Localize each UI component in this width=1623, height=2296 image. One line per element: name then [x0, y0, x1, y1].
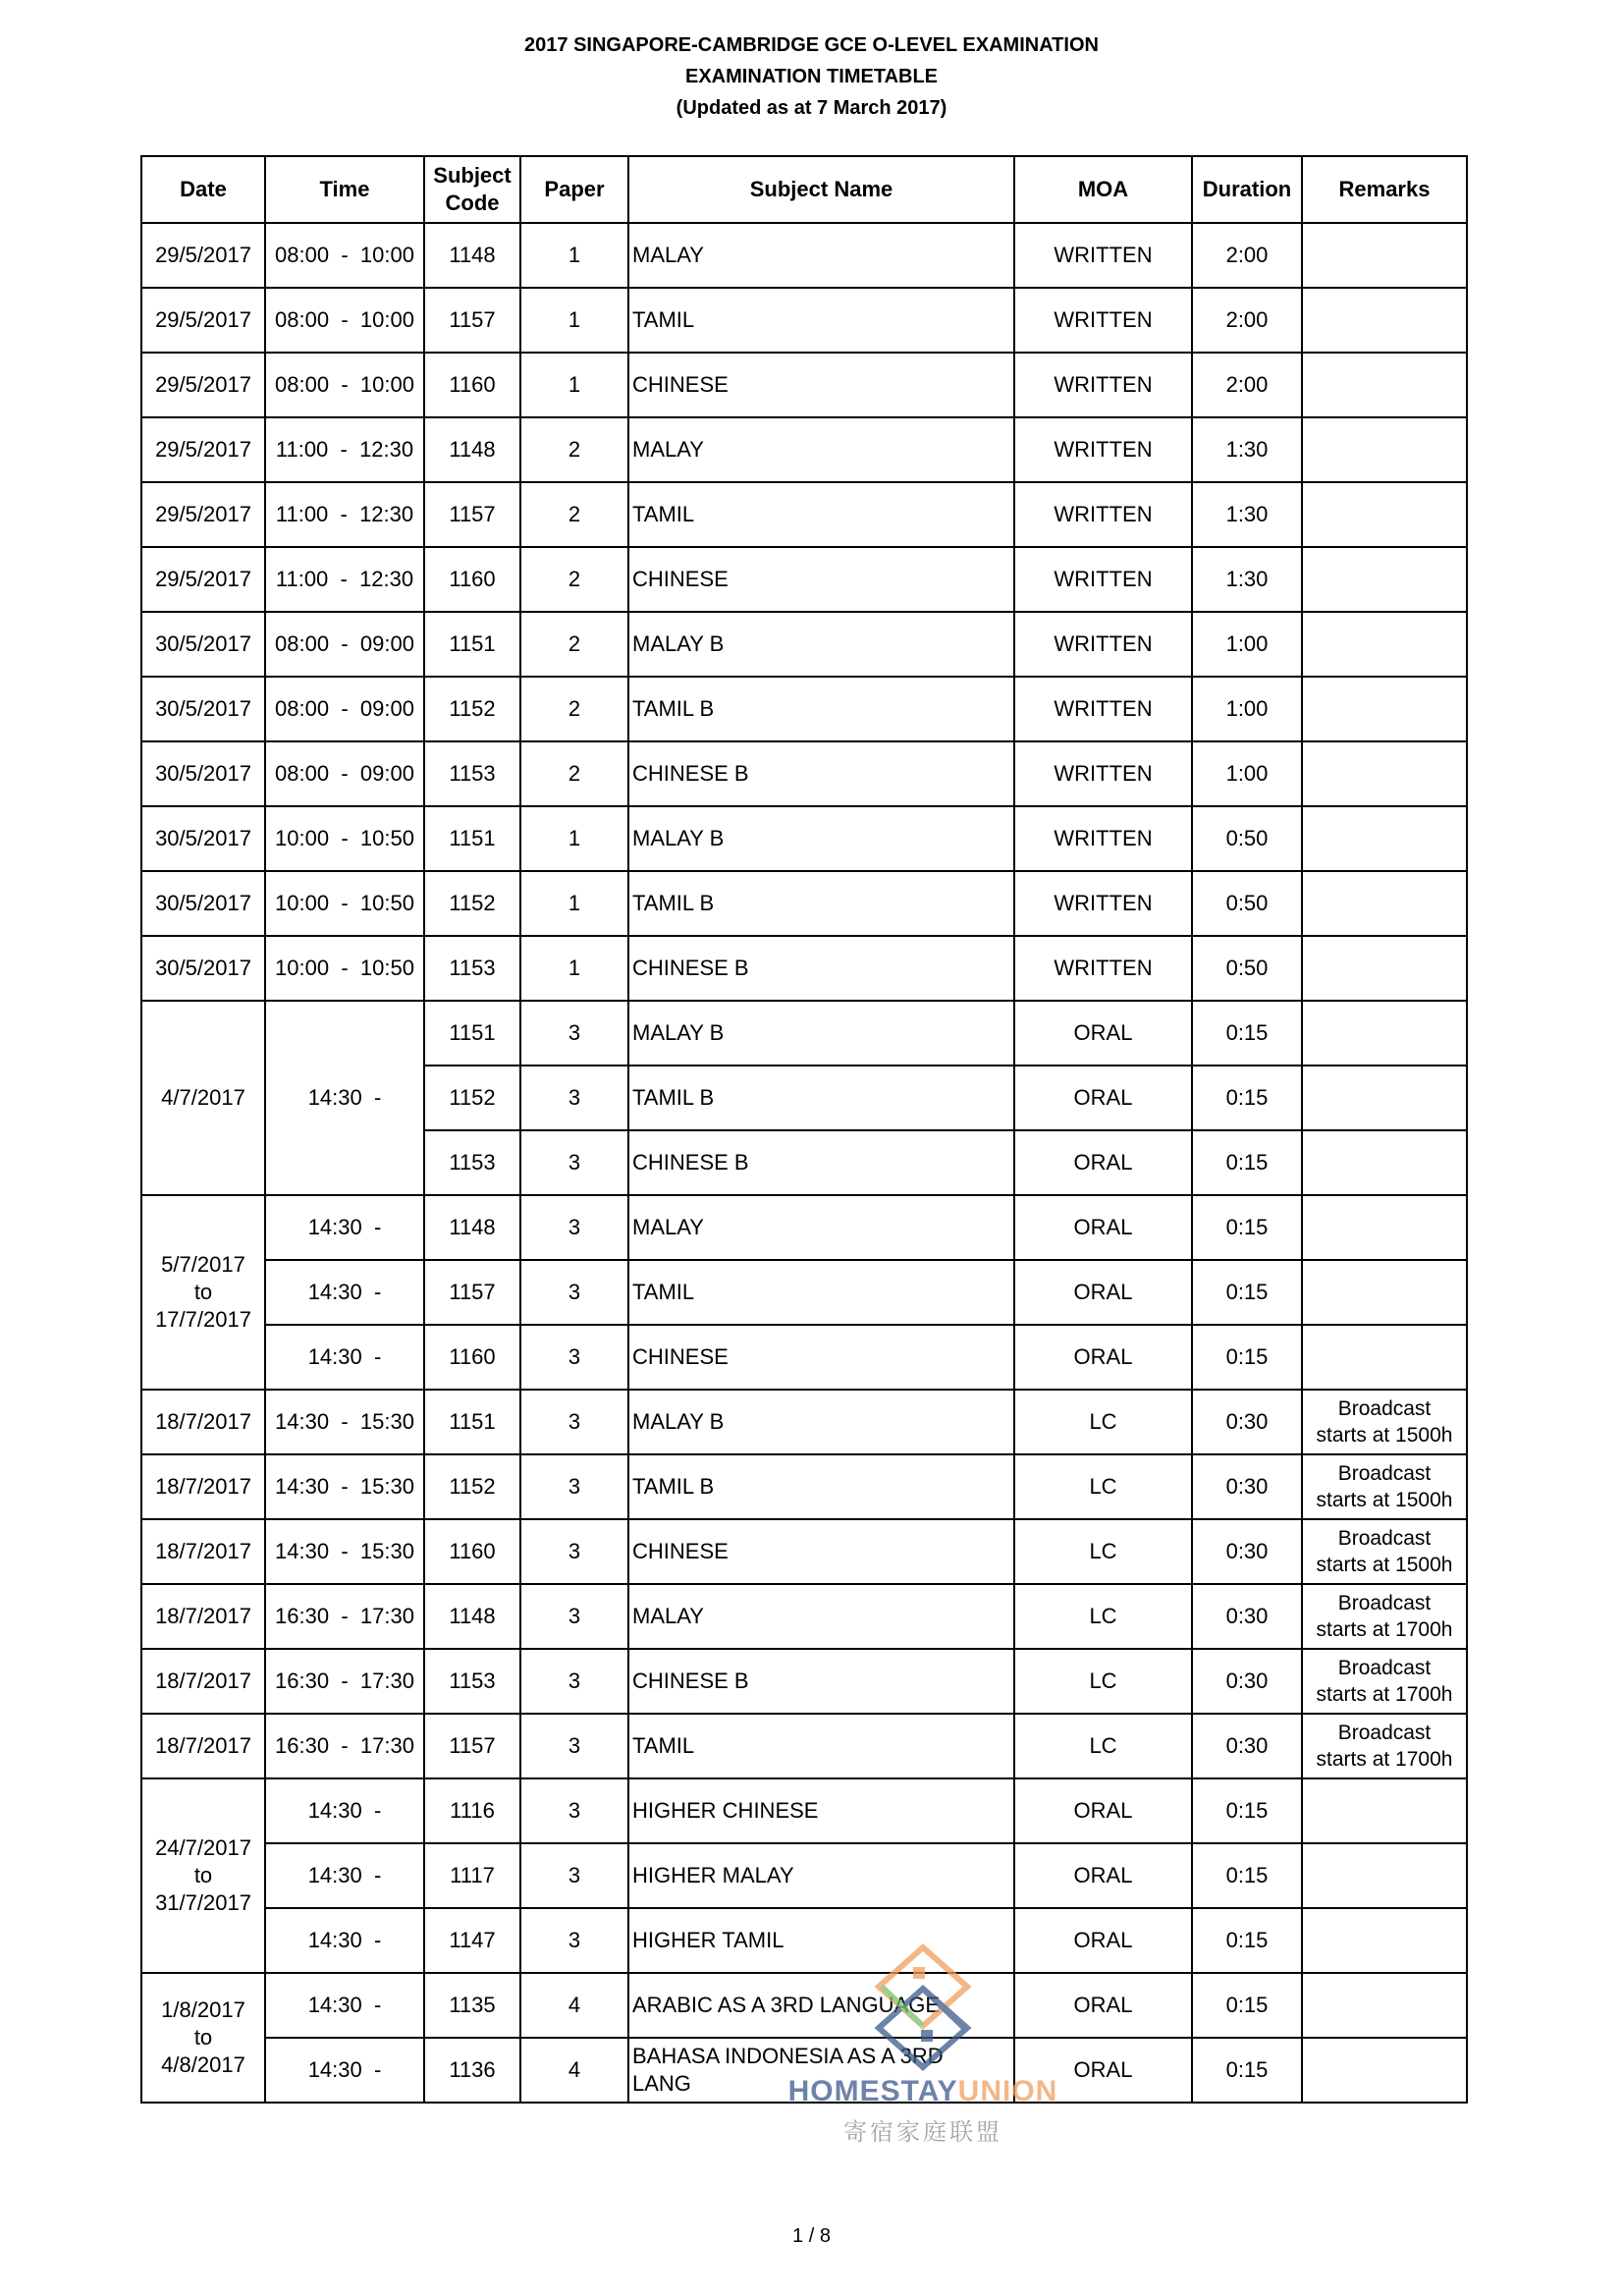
col-remarks: Remarks	[1302, 156, 1467, 223]
cell-remarks	[1302, 353, 1467, 417]
cell-subject-code: 1148	[424, 417, 520, 482]
col-code-line2: Code	[445, 191, 500, 215]
header-subtitle: EXAMINATION TIMETABLE	[684, 66, 939, 87]
cell-subject-code: 1160	[424, 1519, 520, 1584]
cell-subject-code: 1153	[424, 1649, 520, 1714]
cell-date: 18/7/2017	[141, 1649, 265, 1714]
cell-subject-name: CHINESE	[628, 1325, 1014, 1390]
cell-subject-name: HIGHER TAMIL	[628, 1908, 1014, 1973]
cell-remarks	[1302, 482, 1467, 547]
cell-remarks	[1302, 936, 1467, 1001]
cell-time: 08:00 - 10:00	[265, 223, 424, 288]
cell-duration: 2:00	[1192, 353, 1302, 417]
cell-paper: 2	[520, 417, 628, 482]
watermark-text-a: HOMESTAY	[787, 2075, 958, 2107]
cell-remarks	[1302, 1908, 1467, 1973]
cell-date: 29/5/2017	[141, 482, 265, 547]
cell-subject-name: TAMIL	[628, 1714, 1014, 1778]
cell-time: 16:30 - 17:30	[265, 1714, 424, 1778]
cell-duration: 0:15	[1192, 1973, 1302, 2038]
cell-duration: 0:30	[1192, 1390, 1302, 1454]
cell-remarks	[1302, 547, 1467, 612]
cell-subject-code: 1148	[424, 1584, 520, 1649]
cell-line: Broadcast	[1337, 1527, 1432, 1550]
cell-subject-code: 1152	[424, 1066, 520, 1130]
cell-line: to	[193, 1280, 213, 1304]
cell-line: 5/7/2017	[161, 1252, 245, 1277]
cell-moa: WRITTEN	[1014, 612, 1192, 677]
cell-subject-name: ARABIC AS A 3RD LANGUAGE	[628, 1973, 1014, 2038]
cell-moa: LC	[1014, 1390, 1192, 1454]
cell-remarks	[1302, 1260, 1467, 1325]
cell-subject-name: HIGHER CHINESE	[628, 1778, 1014, 1843]
cell-subject-name	[628, 2038, 1014, 2103]
cell-duration: 0:30	[1192, 1519, 1302, 1584]
cell-date: 29/5/2017	[141, 288, 265, 353]
cell-time: 14:30 -	[265, 1973, 424, 2038]
table-row	[141, 223, 1467, 288]
cell-date: 29/5/2017	[141, 417, 265, 482]
cell-remarks	[1302, 677, 1467, 741]
cell-date: 30/5/2017	[141, 936, 265, 1001]
cell-time: 14:30 -	[265, 1778, 424, 1843]
table-row	[141, 1973, 1467, 2038]
cell-time: 14:30 -	[265, 1908, 424, 1973]
table-row	[141, 1325, 1467, 1390]
cell-remarks	[1302, 806, 1467, 871]
cell-date: 18/7/2017	[141, 1714, 265, 1778]
col-subject-code	[424, 156, 520, 223]
cell-remarks	[1302, 1066, 1467, 1130]
cell-subject-code: 1151	[424, 1001, 520, 1066]
cell-line: starts at 1500h	[1316, 1424, 1453, 1447]
cell-date: 30/5/2017	[141, 612, 265, 677]
cell-subject-name: TAMIL B	[628, 871, 1014, 936]
cell-line: starts at 1500h	[1316, 1489, 1453, 1511]
cell-line: BAHASA INDONESIA AS A 3RD	[632, 2044, 944, 2068]
cell-remarks	[1302, 1454, 1467, 1519]
cell-time: 14:30 -	[265, 1195, 424, 1260]
cell-duration: 1:30	[1192, 547, 1302, 612]
cell-line: 4/8/2017	[161, 2052, 245, 2077]
cell-subject-code: 1148	[424, 1195, 520, 1260]
table-row	[141, 1908, 1467, 1973]
cell-remarks	[1302, 417, 1467, 482]
cell-subject-code: 1152	[424, 1454, 520, 1519]
cell-paper: 3	[520, 1778, 628, 1843]
cell-line: starts at 1500h	[1316, 1554, 1453, 1576]
cell-duration: 0:50	[1192, 871, 1302, 936]
cell-date: 18/7/2017	[141, 1454, 265, 1519]
cell-date: 18/7/2017	[141, 1390, 265, 1454]
cell-subject-name: TAMIL	[628, 482, 1014, 547]
cell-time: 10:00 - 10:50	[265, 936, 424, 1001]
cell-line: LANG	[632, 2071, 691, 2096]
cell-date: 30/5/2017	[141, 677, 265, 741]
table-row	[141, 1390, 1467, 1454]
table-row	[141, 288, 1467, 353]
cell-subject-name: TAMIL	[628, 1260, 1014, 1325]
cell-line: to	[193, 2025, 213, 2050]
cell-paper: 3	[520, 1066, 628, 1130]
cell-duration: 0:15	[1192, 2038, 1302, 2103]
cell-subject-code: 1157	[424, 482, 520, 547]
cell-time: 08:00 - 10:00	[265, 353, 424, 417]
cell-subject-code: 1160	[424, 1325, 520, 1390]
cell-subject-code: 1157	[424, 1260, 520, 1325]
cell-duration: 1:30	[1192, 417, 1302, 482]
cell-time: 14:30 -	[265, 1325, 424, 1390]
cell-paper: 1	[520, 936, 628, 1001]
cell-subject-name: TAMIL	[628, 288, 1014, 353]
cell-moa: ORAL	[1014, 1843, 1192, 1908]
cell-date: 4/7/2017	[141, 1001, 265, 1195]
table-row	[141, 806, 1467, 871]
cell-moa: WRITTEN	[1014, 353, 1192, 417]
cell-duration: 0:30	[1192, 1649, 1302, 1714]
cell-duration: 0:15	[1192, 1908, 1302, 1973]
cell-date: 29/5/2017	[141, 353, 265, 417]
cell-time: 16:30 - 17:30	[265, 1584, 424, 1649]
cell-subject-code: 1151	[424, 612, 520, 677]
table-row	[141, 1195, 1467, 1260]
cell-time: 11:00 - 12:30	[265, 547, 424, 612]
cell-date: 30/5/2017	[141, 741, 265, 806]
cell-moa: ORAL	[1014, 1778, 1192, 1843]
cell-moa: ORAL	[1014, 1001, 1192, 1066]
cell-subject-name: MALAY B	[628, 806, 1014, 871]
cell-subject-code: 1136	[424, 2038, 520, 2103]
cell-paper: 2	[520, 677, 628, 741]
cell-date-range	[141, 1778, 265, 1973]
table-row	[141, 1001, 1467, 1066]
cell-subject-code: 1152	[424, 677, 520, 741]
table-row	[141, 1714, 1467, 1778]
cell-paper: 3	[520, 1584, 628, 1649]
cell-time: 08:00 - 09:00	[265, 677, 424, 741]
col-date: Date	[141, 156, 265, 223]
table-row	[141, 677, 1467, 741]
cell-time: 14:30 - 15:30	[265, 1454, 424, 1519]
cell-paper: 3	[520, 1649, 628, 1714]
cell-paper: 3	[520, 1001, 628, 1066]
cell-paper: 1	[520, 288, 628, 353]
cell-moa: WRITTEN	[1014, 223, 1192, 288]
cell-line: Broadcast	[1337, 1592, 1432, 1614]
cell-paper: 2	[520, 741, 628, 806]
table-row	[141, 1519, 1467, 1584]
cell-subject-name: TAMIL B	[628, 1066, 1014, 1130]
cell-moa: ORAL	[1014, 1130, 1192, 1195]
cell-duration: 0:15	[1192, 1778, 1302, 1843]
cell-subject-code: 1148	[424, 223, 520, 288]
cell-duration: 1:00	[1192, 677, 1302, 741]
cell-subject-name: CHINESE	[628, 353, 1014, 417]
cell-subject-name: CHINESE B	[628, 936, 1014, 1001]
cell-moa: LC	[1014, 1714, 1192, 1778]
cell-subject-name: TAMIL B	[628, 677, 1014, 741]
cell-subject-code: 1135	[424, 1973, 520, 2038]
cell-duration: 0:30	[1192, 1454, 1302, 1519]
watermark-text-b: UNION	[957, 2075, 1058, 2107]
cell-moa: WRITTEN	[1014, 547, 1192, 612]
cell-subject-name: CHINESE B	[628, 1130, 1014, 1195]
cell-moa: WRITTEN	[1014, 871, 1192, 936]
cell-time: 14:30 -	[265, 1843, 424, 1908]
cell-date: 18/7/2017	[141, 1519, 265, 1584]
cell-moa: ORAL	[1014, 1195, 1192, 1260]
table-row	[141, 1260, 1467, 1325]
cell-line: to	[193, 1863, 213, 1887]
cell-line: Broadcast	[1337, 1397, 1432, 1420]
cell-subject-name: MALAY B	[628, 612, 1014, 677]
cell-subject-code: 1157	[424, 288, 520, 353]
cell-remarks	[1302, 1584, 1467, 1649]
cell-date: 30/5/2017	[141, 871, 265, 936]
table-row	[141, 1584, 1467, 1649]
cell-moa: ORAL	[1014, 1908, 1192, 1973]
cell-remarks	[1302, 2038, 1467, 2103]
cell-time: 14:30 - 15:30	[265, 1519, 424, 1584]
cell-paper: 3	[520, 1390, 628, 1454]
cell-paper: 4	[520, 2038, 628, 2103]
header-title: 2017 SINGAPORE-CAMBRIDGE GCE O-LEVEL EXAMINATION	[524, 34, 1099, 56]
cell-moa: WRITTEN	[1014, 936, 1192, 1001]
table-row	[141, 2038, 1467, 2103]
cell-subject-name: MALAY	[628, 223, 1014, 288]
cell-moa: WRITTEN	[1014, 288, 1192, 353]
cell-line: 17/7/2017	[155, 1307, 251, 1332]
cell-line: starts at 1700h	[1316, 1683, 1453, 1706]
cell-moa: LC	[1014, 1454, 1192, 1519]
cell-remarks	[1302, 1390, 1467, 1454]
cell-date: 18/7/2017	[141, 1584, 265, 1649]
cell-remarks	[1302, 1973, 1467, 2038]
cell-subject-name: MALAY	[628, 1584, 1014, 1649]
cell-subject-name: CHINESE B	[628, 741, 1014, 806]
cell-subject-name: CHINESE	[628, 1519, 1014, 1584]
cell-paper: 3	[520, 1195, 628, 1260]
cell-moa: ORAL	[1014, 1973, 1192, 2038]
cell-duration: 0:30	[1192, 1584, 1302, 1649]
cell-moa: WRITTEN	[1014, 806, 1192, 871]
cell-paper: 3	[520, 1714, 628, 1778]
cell-time: 10:00 - 10:50	[265, 871, 424, 936]
cell-paper: 3	[520, 1843, 628, 1908]
cell-time: 16:30 - 17:30	[265, 1649, 424, 1714]
cell-duration: 0:15	[1192, 1130, 1302, 1195]
cell-subject-code: 1151	[424, 806, 520, 871]
col-duration: Duration	[1192, 156, 1302, 223]
table-row	[141, 741, 1467, 806]
cell-duration: 1:30	[1192, 482, 1302, 547]
cell-subject-name: HIGHER MALAY	[628, 1843, 1014, 1908]
cell-duration: 0:15	[1192, 1066, 1302, 1130]
cell-date: 29/5/2017	[141, 223, 265, 288]
cell-remarks	[1302, 223, 1467, 288]
cell-date-range	[141, 1973, 265, 2103]
cell-line: Broadcast	[1337, 1722, 1432, 1744]
cell-line: Broadcast	[1337, 1462, 1432, 1485]
cell-moa: WRITTEN	[1014, 677, 1192, 741]
cell-duration: 0:30	[1192, 1714, 1302, 1778]
cell-remarks	[1302, 871, 1467, 936]
page-number: 1 / 8	[792, 2225, 831, 2247]
cell-duration: 0:15	[1192, 1260, 1302, 1325]
cell-remarks	[1302, 1519, 1467, 1584]
table-row	[141, 1843, 1467, 1908]
cell-remarks	[1302, 288, 1467, 353]
cell-remarks	[1302, 612, 1467, 677]
cell-date: 29/5/2017	[141, 547, 265, 612]
cell-line: starts at 1700h	[1316, 1748, 1453, 1771]
cell-moa: LC	[1014, 1584, 1192, 1649]
cell-moa: WRITTEN	[1014, 482, 1192, 547]
col-moa: MOA	[1014, 156, 1192, 223]
cell-time: 11:00 - 12:30	[265, 417, 424, 482]
header-updated-note: (Updated as at 7 March 2017)	[676, 97, 947, 119]
cell-paper: 4	[520, 1973, 628, 2038]
cell-line: 24/7/2017	[155, 1835, 251, 1860]
cell-line: 1/8/2017	[161, 1997, 245, 2022]
table-row	[141, 612, 1467, 677]
table-row	[141, 1454, 1467, 1519]
cell-line: starts at 1700h	[1316, 1618, 1453, 1641]
table-row	[141, 1649, 1467, 1714]
cell-subject-name: MALAY	[628, 417, 1014, 482]
cell-paper: 3	[520, 1325, 628, 1390]
cell-subject-code: 1153	[424, 1130, 520, 1195]
cell-paper: 1	[520, 353, 628, 417]
cell-remarks	[1302, 1195, 1467, 1260]
cell-subject-code: 1153	[424, 936, 520, 1001]
cell-duration: 0:50	[1192, 936, 1302, 1001]
cell-moa: LC	[1014, 1649, 1192, 1714]
cell-subject-code: 1160	[424, 353, 520, 417]
col-time: Time	[265, 156, 424, 223]
cell-moa: WRITTEN	[1014, 417, 1192, 482]
cell-time: 14:30 -	[265, 2038, 424, 2103]
cell-duration: 0:15	[1192, 1195, 1302, 1260]
cell-line: 31/7/2017	[155, 1890, 251, 1915]
table-row	[141, 871, 1467, 936]
cell-subject-name: CHINESE B	[628, 1649, 1014, 1714]
cell-duration: 2:00	[1192, 288, 1302, 353]
table-row	[141, 547, 1467, 612]
cell-time: 11:00 - 12:30	[265, 482, 424, 547]
cell-time: 14:30 -	[265, 1001, 424, 1195]
cell-subject-name: MALAY B	[628, 1390, 1014, 1454]
cell-remarks	[1302, 741, 1467, 806]
table-row	[141, 482, 1467, 547]
cell-moa: LC	[1014, 1519, 1192, 1584]
cell-paper: 3	[520, 1519, 628, 1584]
cell-duration: 1:00	[1192, 741, 1302, 806]
watermark-subtitle: 寄宿家庭联盟	[843, 2119, 1002, 2146]
cell-time: 10:00 - 10:50	[265, 806, 424, 871]
cell-paper: 3	[520, 1908, 628, 1973]
cell-date-range	[141, 1195, 265, 1390]
cell-paper: 3	[520, 1454, 628, 1519]
cell-time: 14:30 - 15:30	[265, 1390, 424, 1454]
table-row	[141, 936, 1467, 1001]
cell-subject-code: 1151	[424, 1390, 520, 1454]
cell-remarks	[1302, 1649, 1467, 1714]
header-row	[141, 156, 1467, 223]
cell-time: 14:30 -	[265, 1260, 424, 1325]
cell-moa: WRITTEN	[1014, 741, 1192, 806]
cell-paper: 1	[520, 871, 628, 936]
cell-paper: 1	[520, 223, 628, 288]
cell-subject-code: 1152	[424, 871, 520, 936]
cell-duration: 0:15	[1192, 1843, 1302, 1908]
table-row	[141, 1778, 1467, 1843]
document-header	[0, 29, 1623, 124]
table-row	[141, 353, 1467, 417]
cell-duration: 0:15	[1192, 1001, 1302, 1066]
cell-moa: ORAL	[1014, 2038, 1192, 2103]
cell-time: 08:00 - 09:00	[265, 741, 424, 806]
col-subject-name: Subject Name	[628, 156, 1014, 223]
cell-subject-code: 1117	[424, 1843, 520, 1908]
cell-subject-code: 1153	[424, 741, 520, 806]
cell-paper: 2	[520, 482, 628, 547]
cell-date: 30/5/2017	[141, 806, 265, 871]
cell-paper: 2	[520, 612, 628, 677]
cell-paper: 1	[520, 806, 628, 871]
cell-line: Broadcast	[1337, 1657, 1432, 1679]
cell-duration: 1:00	[1192, 612, 1302, 677]
cell-remarks	[1302, 1325, 1467, 1390]
cell-remarks	[1302, 1778, 1467, 1843]
cell-paper: 3	[520, 1130, 628, 1195]
cell-moa: ORAL	[1014, 1260, 1192, 1325]
cell-duration: 0:50	[1192, 806, 1302, 871]
cell-subject-name: CHINESE	[628, 547, 1014, 612]
cell-remarks	[1302, 1001, 1467, 1066]
cell-subject-code: 1157	[424, 1714, 520, 1778]
cell-remarks	[1302, 1130, 1467, 1195]
cell-moa: ORAL	[1014, 1325, 1192, 1390]
cell-subject-code: 1147	[424, 1908, 520, 1973]
col-code-line1: Subject	[433, 163, 512, 188]
exam-timetable	[140, 155, 1468, 2104]
cell-duration: 0:15	[1192, 1325, 1302, 1390]
cell-time: 08:00 - 10:00	[265, 288, 424, 353]
cell-subject-name: MALAY B	[628, 1001, 1014, 1066]
cell-moa: ORAL	[1014, 1066, 1192, 1130]
cell-paper: 2	[520, 547, 628, 612]
cell-subject-code: 1116	[424, 1778, 520, 1843]
cell-subject-name: MALAY	[628, 1195, 1014, 1260]
table-row	[141, 417, 1467, 482]
col-paper: Paper	[520, 156, 628, 223]
cell-subject-name: TAMIL B	[628, 1454, 1014, 1519]
cell-duration: 2:00	[1192, 223, 1302, 288]
cell-remarks	[1302, 1843, 1467, 1908]
cell-time: 08:00 - 09:00	[265, 612, 424, 677]
cell-paper: 3	[520, 1260, 628, 1325]
cell-remarks	[1302, 1714, 1467, 1778]
cell-subject-code: 1160	[424, 547, 520, 612]
